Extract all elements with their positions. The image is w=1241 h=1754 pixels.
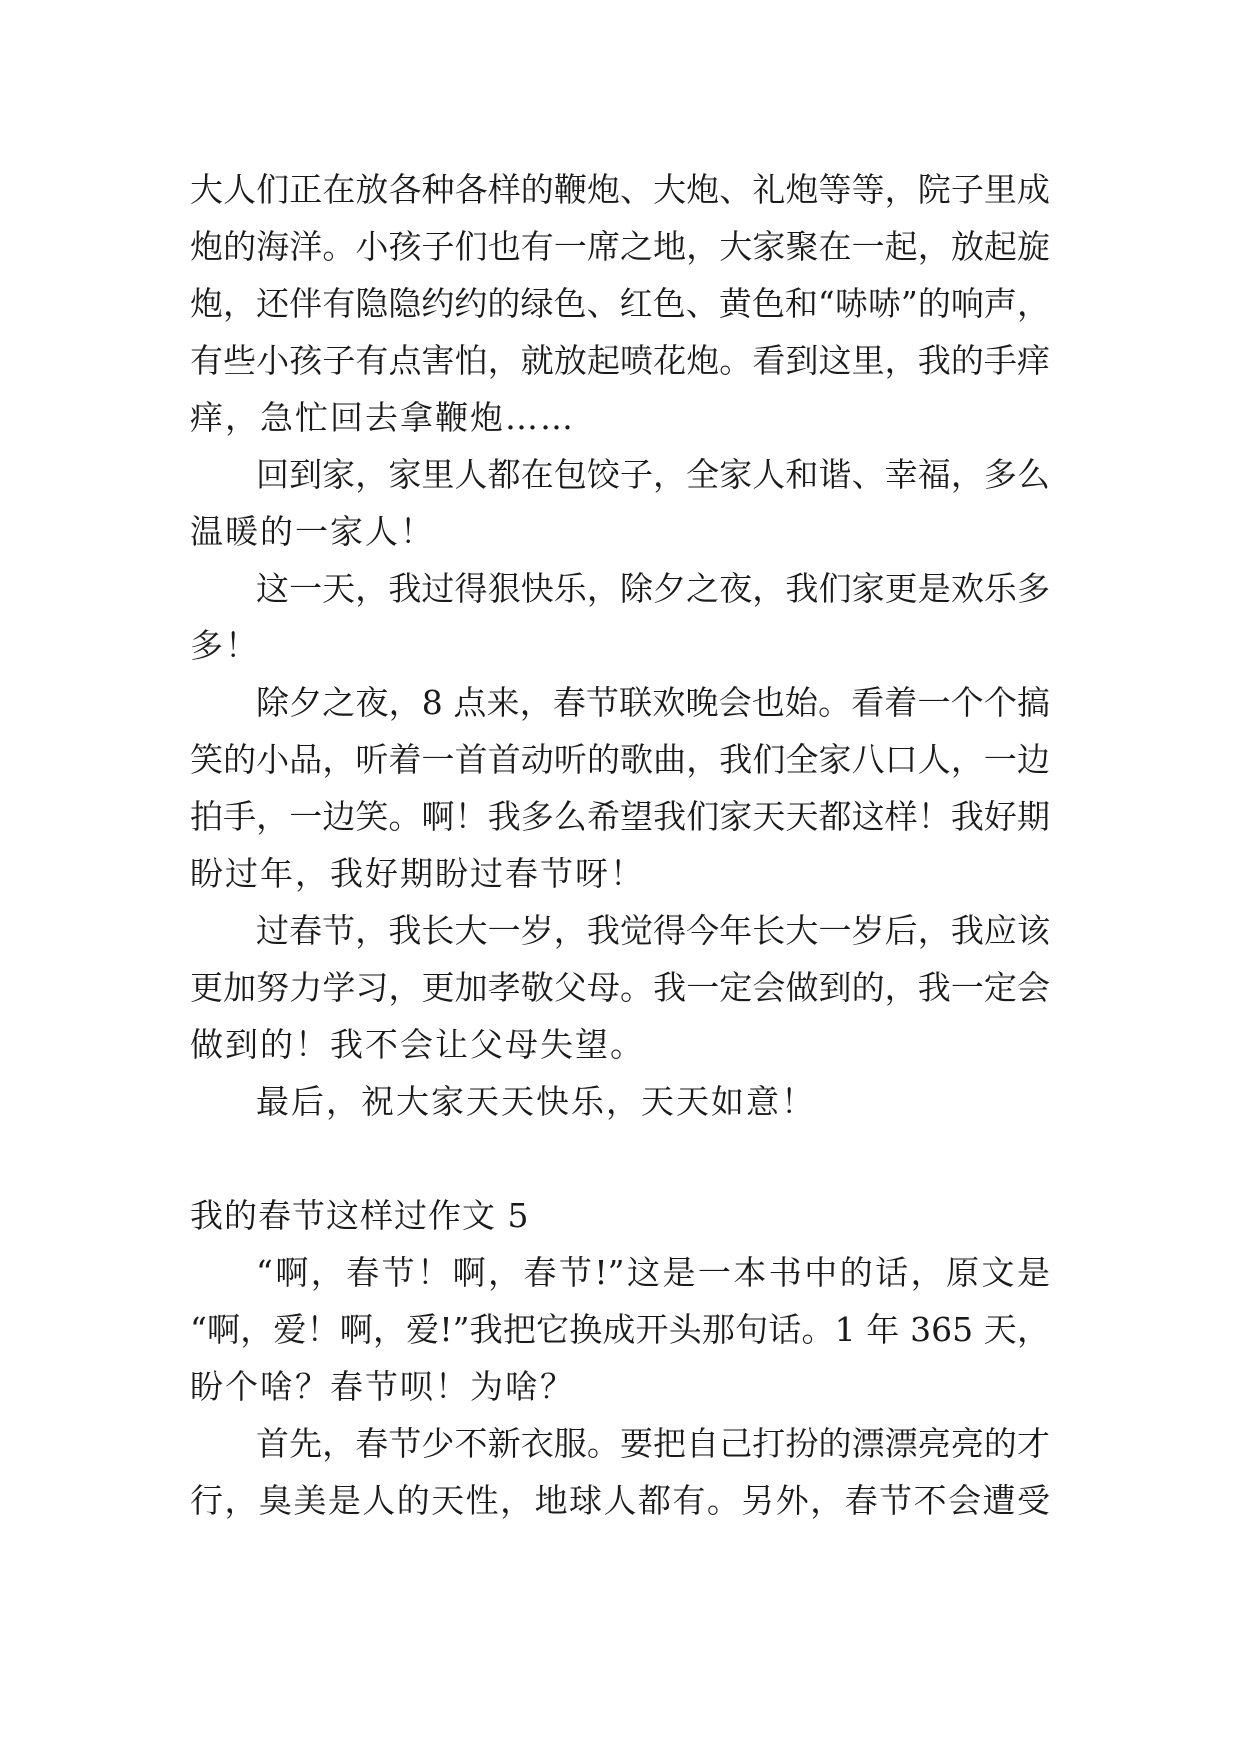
text-line: 有些小孩子有点害怕，就放起喷花炮。看到这里，我的手痒 bbox=[190, 341, 1050, 380]
text-line: 首先，春节少不新衣服。要把自己打扮的漂漂亮亮的才 bbox=[256, 1424, 1050, 1463]
text-line: 更加努力学习，更加孝敬父母。我一定会做到的，我一定会 bbox=[190, 968, 1050, 1007]
text-line: 除夕之夜，8 点来，春节联欢晚会也始。看着一个个搞 bbox=[256, 683, 1050, 722]
text-line: 拍手，一边笑。啊！我多么希望我们家天天都这样！我好期 bbox=[190, 797, 1050, 836]
text-line: 炮的海洋。小孩子们也有一席之地，大家聚在一起，放起旋 bbox=[190, 227, 1050, 266]
text-line: 温暖的一家人！ bbox=[190, 512, 435, 551]
text-line: 这一天，我过得狠快乐，除夕之夜，我们家更是欢乐多 bbox=[256, 569, 1050, 608]
text-line: “啊，爱！啊，爱!”我把它换成开头那句话。1 年 365 天， bbox=[190, 1310, 1050, 1349]
text-line: 行，臭美是人的天性，地球人都有。另外，春节不会遭受 bbox=[190, 1481, 1050, 1520]
text-line: 盼过年，我好期盼过春节呀！ bbox=[190, 854, 645, 893]
text-line: 炮，还伴有隐隐约约的绿色、红色、黄色和“哧哧”的响声， bbox=[190, 284, 1050, 323]
text-line: 做到的！我不会让父母失望。 bbox=[190, 1025, 645, 1064]
text-line: 回到家，家里人都在包饺子，全家人和谐、幸福，多么 bbox=[256, 455, 1050, 494]
text-line: 最后，祝大家天天快乐，天天如意！ bbox=[256, 1082, 816, 1121]
text-line: 大人们正在放各种各样的鞭炮、大炮、礼炮等等，院子里成 bbox=[190, 170, 1050, 209]
text-line: 多！ bbox=[190, 626, 260, 665]
text-line: 过春节，我长大一岁，我觉得今年长大一岁后，我应该 bbox=[256, 911, 1050, 950]
section-heading: 我的春节这样过作文 5 bbox=[190, 1196, 530, 1235]
text-line: 笑的小品，听着一首首动听的歌曲，我们全家八口人，一边 bbox=[190, 740, 1050, 779]
text-line: 盼个啥？春节呗！为啥？ bbox=[190, 1367, 575, 1406]
text-line: “啊，春节！啊，春节!”这是一本书中的话，原文是 bbox=[256, 1253, 1050, 1292]
text-line: 痒，急忙回去拿鞭炮…… bbox=[190, 398, 575, 437]
